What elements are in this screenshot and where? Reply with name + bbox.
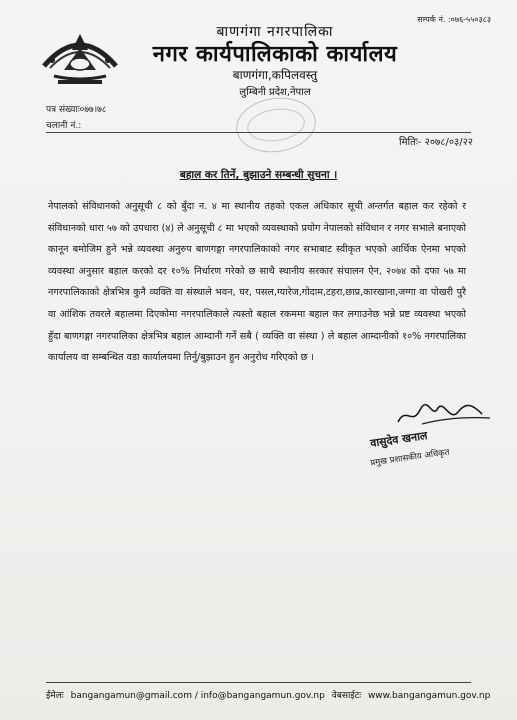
- email-label: ईमेलः: [46, 691, 64, 701]
- footer-contact: [46, 688, 494, 701]
- province-name: लुम्बिनी प्रदेश,नेपाल: [239, 87, 311, 98]
- dispatch-number: चलानी नं.:: [46, 121, 82, 131]
- office-title: नगर कार्यपालिकाको कार्यालय: [152, 42, 398, 67]
- signature-icon: [392, 396, 502, 430]
- email-address[interactable]: bangangamun@gmail.com / info@bangangamun.gov.np: [70, 691, 325, 701]
- office-location: बाणगंगा,कपिलवस्तु: [232, 68, 318, 82]
- footer-divider: [46, 682, 471, 683]
- header-divider: [46, 132, 471, 133]
- signer-title: प्रमुख प्रशासकीय अधिकृत: [369, 447, 451, 469]
- website-url[interactable]: www.bangangamun.gov.np: [367, 691, 491, 701]
- notice-subject: बहाल कर तिर्ने, बुझाउने सम्बन्धी सुचना ।: [179, 169, 338, 181]
- notice-body: नेपालको संविधानको अनुसूची ८ को बुँदा न. ४ मा स्थानीय तहको एकल अधिकार सूची अन्तर्गत बहाल कर रहेको र संविधानको धारा ५७ को उपधारा (४) ले अनुसूची ८ मा भएको व्यवस्थाको प्रयोग नेपालको संविधान र नगर सभाले बनाएको कानून बमोजिम हुने भन्ने व्यवस्था अनुरुप बाणगङ्गा नगरपालिकाको नगर सभाबाट स्वीकृत भएको आर्थिक ऐनमा भएको व्यवस्था अनुसार बहाल करको दर १०% निर्धारण गरेको छ साथै स्थानीय सरकार संचालन ऐन, २०७४ को दफा ५७ मा नगरपालिकाको क्षेत्रभित्र कुनै व्यक्ति वा संस्थाले भवन, घर, पसल,ग्यारेज,गोदाम,टहरा,छाप्र,कारखाना,जग्गा वा पोखरी पुरै वा आंशिक तवरले बहालमा दिएकोमा नगरपालिकाले त्यस्तो बहाल रकममा बहाल कर लगाउनेछ भन्ने प्रष्ट व्यवस्था भएको हुँदा बाणगङ्गा नगरपालिका क्षेत्रभित्र बहाल आम्दानी गर्ने सबै ( व्यक्ति वा संस्था ) ले बहाल आम्दानीको १०% नगरपालिका कार्यालय वा सम्बन्धित वडा कार्यालयमा तिर्नु/बुझाउन हुन अनुरोध गरिएको छ ।: [48, 201, 466, 364]
- website-label: वेबसाईटः: [331, 691, 362, 701]
- municipality-emblem-icon: [34, 20, 126, 92]
- contact-number: सम्पर्क नं. :०७६-५५०३८३: [417, 15, 491, 24]
- office-seal-inner-ring: [245, 105, 307, 145]
- municipality-name: बाणगंगा नगरपालिका: [216, 24, 334, 40]
- letter-date: मितिः- २०७८/०३/२२: [398, 137, 473, 148]
- signer-name: वासुदेव खनाल: [369, 429, 429, 450]
- office-seal-stamp: [233, 93, 320, 158]
- letter-ref-number: पत्र संख्याः०७७।७८: [46, 105, 107, 115]
